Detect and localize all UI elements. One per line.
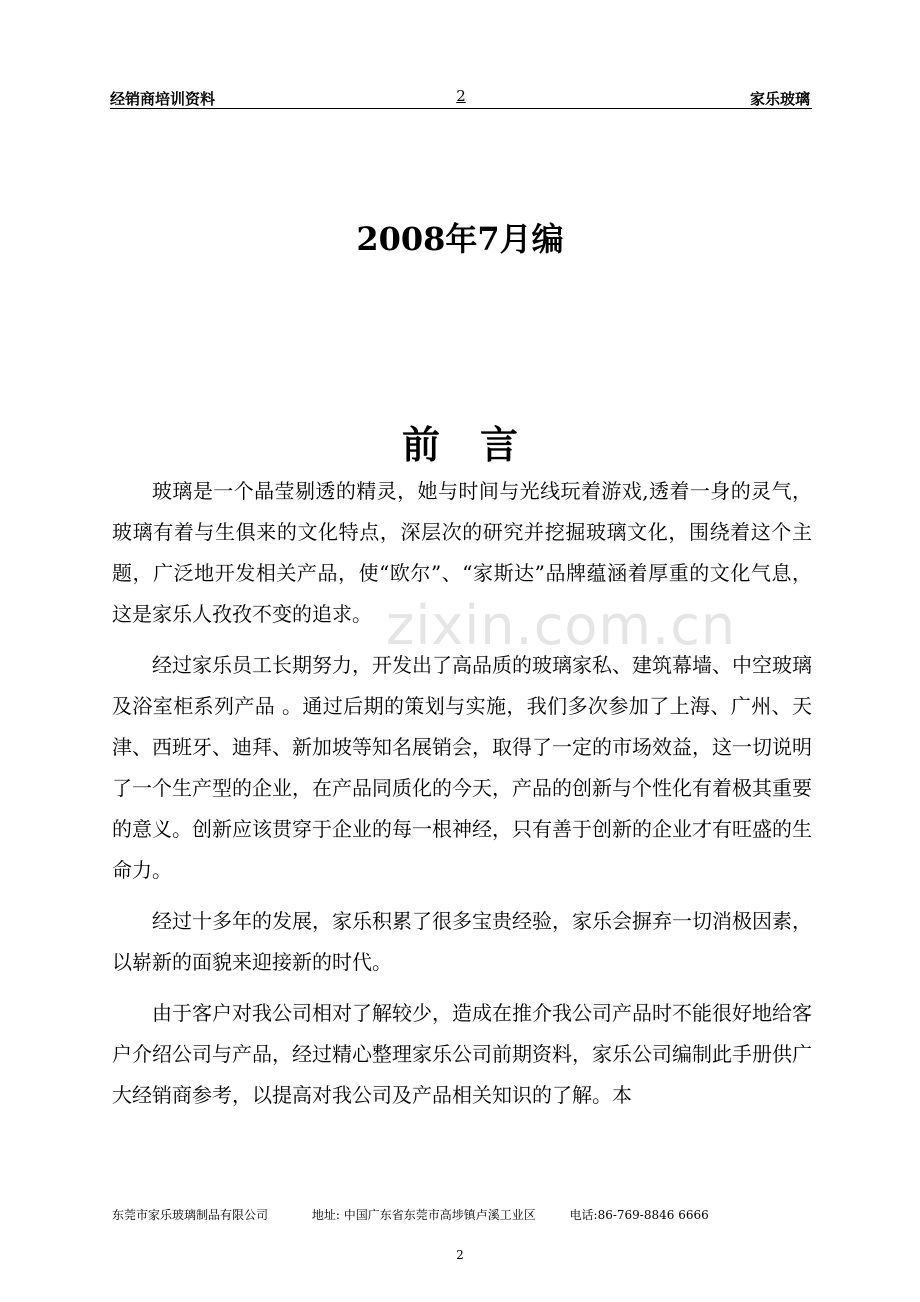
preface-paragraph: 经过家乐员工长期努力，开发出了高品质的玻璃家私、建筑幕墙、中空玻璃及浴室柜系列产品 。通过后期的策划与实施，我们多次参加了上海、广州、天津、西班牙、迪拜、新加坡等知名展销会，取得了一定的市场效益，这一切说明了一个生产型的企业，在产品同质化的今天，产品的创新与个性化有着极其重要的意义。创新应该贯穿于企业的每一根神经，只有善于创新的企业才有旺盛的生命力。 xyxy=(112,653,812,882)
footer-address: 地址: 中国广东省东莞市高埗镇卢溪工业区 xyxy=(311,1208,536,1222)
header-brand: 家乐玻璃 xyxy=(749,90,810,108)
preface-paragraph: 经过十多年的发展，家乐积累了很多宝贵经验，家乐会摒弃一切消极因素，以崭新的面貌来迎接新的时代。 xyxy=(112,909,812,974)
preface-paragraph: 玻璃是一个晶莹剔透的精灵，她与时间与光线玩着游戏,透着一身的灵气，玻璃有着与生俱来的文化特点，深层次的研究并挖掘玻璃文化，围绕着这个主题，广泛地开发相关产品，使“欧尔”、“家斯达”品牌蕴涵着厚重的文化气息，这是家乐人孜孜不变的追求。 xyxy=(112,479,812,626)
footer-page-number: 2 xyxy=(456,1248,464,1262)
preface-paragraph: 由于客户对我公司相对了解较少，造成在推介我公司产品时不能很好地给客户介绍公司与产品，经过精心整理家乐公司前期资料，家乐公司编制此手册供广大经销商参考，以提高对我公司及产品相关知识的了解。本 xyxy=(112,1001,812,1107)
header-doc-title: 经销商培训资料 xyxy=(110,90,216,108)
preface-title: 前言 xyxy=(401,422,558,467)
header-page-number: 2 xyxy=(456,87,466,105)
footer-company: 东莞市家乐玻璃制品有限公司 xyxy=(112,1208,269,1222)
preface-body xyxy=(112,471,812,1126)
page-header xyxy=(110,86,812,109)
footer-phone: 电话:86-769-8846 6666 xyxy=(569,1208,709,1222)
watermark: zixin.com.cn xyxy=(386,594,737,657)
edition-date: 2008年7月编 xyxy=(356,220,564,258)
page-footer xyxy=(112,1206,812,1223)
